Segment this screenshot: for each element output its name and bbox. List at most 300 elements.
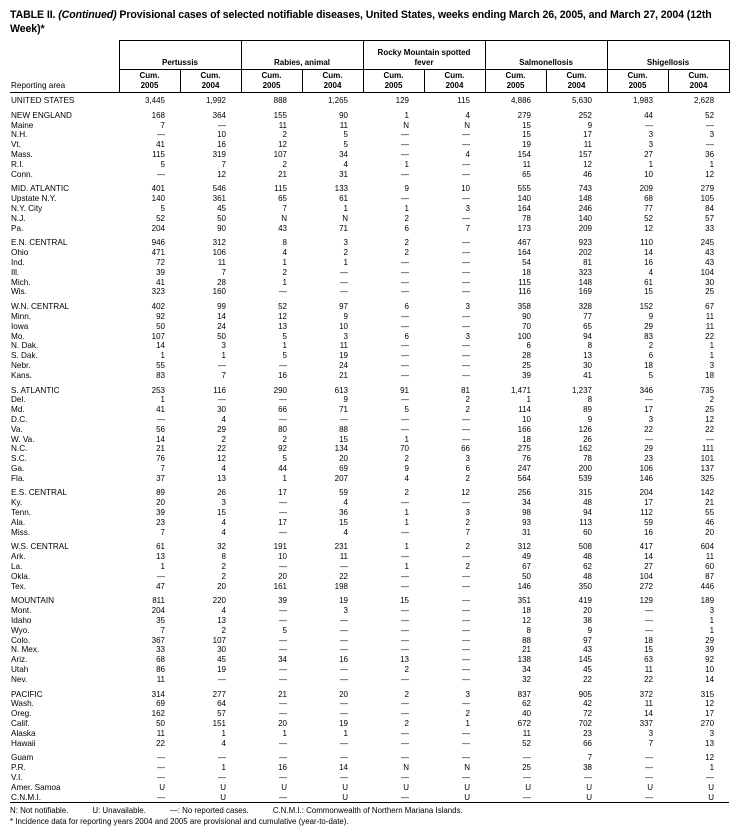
value-cell: 61 — [156, 542, 165, 552]
value-cell: 1,992 — [205, 96, 226, 105]
value-cell: 1 — [282, 277, 287, 287]
value-cell: — — [462, 625, 470, 635]
value-cell: — — [645, 763, 654, 773]
reporting-area-cell: Miss. — [11, 527, 31, 537]
value-cell: 26 — [583, 434, 593, 444]
value-cell: — — [462, 645, 470, 655]
reporting-area-cell: D.C. — [11, 414, 28, 424]
value-cell: 1 — [221, 763, 226, 773]
value-cell: 52 — [644, 213, 654, 223]
table-row — [10, 332, 729, 342]
value-cell: U — [586, 792, 593, 802]
value-cell: 3 — [221, 498, 226, 508]
value-cell: 33 — [705, 223, 715, 233]
value-cell: 13 — [217, 616, 226, 626]
value-cell: — — [462, 311, 470, 321]
value-cell: 107 — [212, 635, 226, 645]
table-row — [10, 351, 729, 361]
value-cell: 9 — [648, 311, 654, 321]
value-cell: 14 — [644, 709, 654, 719]
value-cell: 946 — [151, 238, 165, 248]
value-cell: 34 — [522, 498, 531, 508]
value-cell: — — [462, 498, 470, 508]
value-cell: 22 — [156, 738, 165, 748]
value-cell: 7 — [282, 203, 287, 213]
value-cell: — — [401, 709, 409, 719]
value-cell: 88 — [522, 635, 531, 645]
reporting-area-cell: Okla. — [11, 571, 31, 581]
value-cell: 25 — [705, 287, 715, 297]
value-cell: 22 — [217, 444, 226, 454]
table-row — [10, 719, 729, 729]
table-row — [10, 297, 729, 312]
value-cell: — — [462, 635, 470, 645]
value-cell: 277 — [212, 689, 226, 699]
value-cell: 315 — [700, 689, 715, 699]
value-cell: 14 — [217, 311, 226, 321]
value-cell: 2 — [404, 213, 409, 223]
value-cell: 9 — [404, 184, 409, 194]
reporting-area-cell: Amer. Samoa — [11, 782, 61, 792]
value-cell: 77 — [583, 311, 593, 321]
value-cell: 145 — [578, 655, 593, 665]
value-cell: 351 — [517, 596, 531, 606]
value-cell: 22 — [705, 331, 715, 341]
value-cell: 25 — [705, 405, 715, 415]
value-cell: 11 — [705, 321, 715, 331]
value-cell: 1 — [160, 562, 165, 572]
value-cell: 3 — [465, 331, 470, 341]
table-row — [10, 483, 729, 498]
value-cell: 3 — [221, 341, 226, 351]
value-cell: 39 — [156, 267, 165, 277]
value-cell: 2 — [221, 625, 226, 635]
value-cell: 70 — [522, 321, 531, 331]
cum-year-header: Cum. 2004 — [302, 70, 363, 93]
value-cell: — — [462, 140, 470, 150]
value-cell: 743 — [578, 184, 593, 194]
table-row — [10, 773, 729, 783]
table-row — [10, 150, 729, 160]
value-cell: 275 — [517, 444, 531, 454]
value-cell: 157 — [578, 149, 593, 159]
value-cell: 204 — [151, 606, 165, 616]
value-cell: 4 — [221, 527, 226, 537]
value-cell: 92 — [156, 311, 165, 321]
value-cell: — — [401, 169, 409, 179]
value-cell: 52 — [522, 738, 531, 748]
value-cell: N — [342, 213, 348, 223]
value-cell: — — [401, 360, 409, 370]
value-cell: 1 — [160, 351, 165, 361]
value-cell: 1,237 — [571, 385, 593, 395]
value-cell: 2 — [404, 454, 409, 464]
value-cell: 97 — [583, 635, 593, 645]
value-cell: — — [218, 395, 226, 405]
value-cell: 94 — [583, 331, 593, 341]
value-cell: 87 — [705, 571, 715, 581]
value-cell: U — [708, 792, 715, 802]
value-cell: 8 — [282, 238, 287, 248]
value-cell: 4 — [221, 738, 226, 748]
value-cell: 14 — [644, 248, 654, 258]
value-cell: — — [218, 674, 226, 684]
value-cell: 247 — [517, 463, 531, 473]
value-cell: 1 — [709, 159, 715, 169]
table-title-rest: Provisional cases of selected notifiable diseases, United States, weeks ending March 26, 2005, and March 27, 2004 (12th Week)* — [10, 9, 712, 35]
table-row — [10, 160, 729, 170]
value-cell: 104 — [639, 571, 654, 581]
value-cell: — — [340, 645, 348, 655]
value-cell: 24 — [217, 321, 226, 331]
table-row — [10, 233, 729, 248]
value-cell: 11 — [705, 311, 715, 321]
reporting-area-cell: W.N. CENTRAL — [11, 302, 70, 312]
value-cell: 2 — [465, 709, 470, 719]
value-cell: 1 — [709, 625, 715, 635]
value-cell: 2 — [282, 130, 287, 140]
value-cell: — — [462, 370, 470, 380]
value-cell: 5 — [343, 140, 348, 150]
value-cell: 101 — [700, 454, 715, 464]
value-cell: 84 — [705, 203, 715, 213]
value-cell: — — [401, 130, 409, 140]
value-cell: 64 — [217, 699, 226, 709]
value-cell: 923 — [578, 238, 593, 248]
value-cell: — — [462, 321, 470, 331]
value-cell: 60 — [705, 562, 715, 572]
value-cell: 9 — [587, 414, 593, 424]
value-cell: 107 — [273, 149, 287, 159]
value-cell: — — [462, 606, 470, 616]
table-row — [10, 435, 729, 445]
reporting-area-cell: Iowa — [11, 321, 29, 331]
value-cell: 1,265 — [327, 96, 348, 105]
value-cell: 22 — [644, 424, 654, 434]
value-cell: 1 — [343, 257, 348, 267]
value-cell: — — [462, 738, 470, 748]
column-group-header: Pertussis — [119, 41, 241, 70]
value-cell: — — [279, 498, 287, 508]
value-cell: 2 — [709, 395, 715, 405]
value-cell: 323 — [151, 287, 165, 297]
value-cell: 50 — [156, 321, 165, 331]
value-cell: 86 — [156, 665, 165, 675]
value-cell: 12 — [583, 159, 593, 169]
reporting-area-cell: Calif. — [11, 719, 30, 729]
reporting-area-cell: UNITED STATES — [11, 96, 75, 105]
reporting-area-cell: Ohio — [11, 248, 29, 258]
value-cell: 29 — [217, 424, 226, 434]
value-cell: 39 — [522, 370, 531, 380]
value-cell: 253 — [151, 385, 165, 395]
value-cell: — — [401, 140, 409, 150]
reporting-area-cell: Tex. — [11, 581, 27, 591]
value-cell: 19 — [339, 351, 348, 361]
table-row — [10, 498, 729, 508]
reporting-area-cell: Md. — [11, 405, 25, 415]
value-cell: 71 — [339, 223, 348, 233]
value-cell: 67 — [705, 302, 715, 312]
value-cell: — — [401, 738, 409, 748]
value-cell: — — [462, 674, 470, 684]
value-cell: 17 — [278, 488, 287, 498]
value-cell: U — [586, 782, 593, 792]
reporting-area-header: Reporting area — [10, 41, 119, 93]
value-cell: 61 — [644, 277, 654, 287]
footnote-cnmi: C.N.M.I.: Commonwealth of Northern Mariana Islands. — [272, 806, 463, 816]
value-cell: 564 — [517, 473, 531, 483]
value-cell: — — [645, 120, 654, 130]
value-cell: 41 — [156, 277, 165, 287]
value-cell: 111 — [701, 444, 715, 454]
value-cell: 2 — [282, 434, 287, 444]
value-cell: — — [340, 674, 348, 684]
value-cell: 21 — [522, 645, 531, 655]
value-cell: 3 — [465, 454, 470, 464]
value-cell: — — [401, 341, 409, 351]
value-cell: — — [706, 140, 715, 150]
reporting-area-cell: Minn. — [11, 311, 32, 321]
value-cell: 36 — [339, 508, 348, 518]
reporting-area-cell: R.I. — [11, 159, 24, 169]
table-row — [10, 170, 729, 180]
value-cell: — — [462, 360, 470, 370]
table-row — [10, 464, 729, 474]
value-cell: 90 — [217, 223, 226, 233]
value-cell: — — [645, 773, 654, 782]
value-cell: 129 — [395, 96, 409, 105]
value-cell: 14 — [339, 763, 348, 773]
table-row — [10, 518, 729, 528]
value-cell: 2 — [404, 238, 409, 248]
value-cell: — — [401, 277, 409, 287]
value-cell: 88 — [339, 424, 348, 434]
reporting-area-cell: Guam — [11, 753, 34, 763]
value-cell: 4 — [221, 463, 226, 473]
value-cell: 45 — [217, 203, 226, 213]
value-cell: 3 — [709, 728, 715, 738]
value-cell: 2 — [465, 542, 470, 552]
value-cell: 148 — [578, 277, 593, 287]
value-cell: 6 — [465, 463, 470, 473]
value-cell: 15 — [400, 596, 409, 606]
value-cell: 15 — [339, 434, 348, 444]
value-cell: 446 — [700, 581, 715, 591]
reporting-area-cell: S.C. — [11, 454, 27, 464]
value-cell: 115 — [274, 184, 287, 194]
value-cell: 18 — [705, 370, 715, 380]
value-cell: — — [462, 159, 470, 169]
table-row — [10, 248, 729, 258]
value-cell: 3 — [709, 130, 715, 140]
value-cell: — — [462, 287, 470, 297]
value-cell: 5 — [648, 370, 654, 380]
value-cell: 78 — [583, 454, 593, 464]
value-cell: — — [645, 792, 654, 802]
footnote-n: N: Not notifiable. — [10, 806, 69, 816]
table-row — [10, 572, 729, 582]
value-cell: 11 — [705, 552, 715, 562]
value-cell: 9 — [343, 395, 348, 405]
value-cell: 2 — [282, 267, 287, 277]
value-cell: 13 — [278, 321, 287, 331]
value-cell: 2 — [648, 341, 654, 351]
value-cell: 11 — [339, 341, 348, 351]
value-cell: 2 — [282, 159, 287, 169]
value-cell: 2,628 — [694, 96, 715, 105]
value-cell: 19 — [339, 596, 348, 606]
table-row — [10, 121, 729, 131]
reporting-area-cell: Tenn. — [11, 508, 32, 518]
reporting-area-cell: N. Mex. — [11, 645, 40, 655]
value-cell: 169 — [578, 287, 593, 297]
value-cell: 34 — [522, 665, 531, 675]
table-row — [10, 783, 729, 793]
cum-year-header: Cum. 2004 — [424, 70, 485, 93]
reporting-area-cell: N. Dak. — [11, 341, 39, 351]
value-cell: 7 — [465, 527, 470, 537]
value-cell: — — [645, 395, 654, 405]
reporting-area-cell: Wyo. — [11, 625, 30, 635]
value-cell: 50 — [217, 213, 226, 223]
value-cell: 6 — [526, 341, 531, 351]
value-cell: — — [401, 194, 409, 204]
value-cell: 17 — [278, 517, 287, 527]
value-cell: 613 — [334, 385, 348, 395]
value-cell: 12 — [705, 169, 715, 179]
value-cell: 3 — [465, 508, 470, 518]
value-cell: 12 — [705, 753, 715, 763]
value-cell: 5 — [282, 454, 287, 464]
value-cell: 92 — [278, 444, 287, 454]
value-cell: 89 — [156, 488, 165, 498]
value-cell: — — [279, 414, 287, 424]
value-cell: 17 — [644, 498, 654, 508]
value-cell: — — [401, 773, 409, 782]
footnote-legend — [10, 806, 729, 817]
value-cell: 10 — [278, 552, 287, 562]
value-cell: 59 — [644, 517, 654, 527]
value-cell: 11 — [156, 728, 165, 738]
value-cell: 14 — [705, 674, 715, 684]
value-cell: 36 — [705, 149, 715, 159]
value-cell: 905 — [578, 689, 593, 699]
value-cell: 14 — [644, 552, 654, 562]
table-row — [10, 591, 729, 606]
value-cell: — — [279, 738, 287, 748]
value-cell: 290 — [273, 385, 287, 395]
value-cell: 1 — [709, 351, 715, 361]
value-cell: 129 — [639, 596, 654, 606]
value-cell: 4 — [648, 267, 654, 277]
value-cell: 30 — [217, 405, 226, 415]
value-cell: 70 — [400, 444, 409, 454]
value-cell: 367 — [151, 635, 165, 645]
value-cell: 17 — [583, 130, 593, 140]
table-row — [10, 415, 729, 425]
value-cell: 20 — [278, 719, 287, 729]
value-cell: 604 — [700, 542, 715, 552]
column-group-header: Rabies, animal — [241, 41, 363, 70]
table-row — [10, 685, 729, 700]
value-cell: 20 — [156, 498, 165, 508]
table-row — [10, 793, 729, 803]
value-cell: 20 — [583, 606, 593, 616]
value-cell: 323 — [578, 267, 593, 277]
table-row — [10, 204, 729, 214]
value-cell: 358 — [517, 302, 531, 312]
reporting-area-cell: S. Dak. — [11, 351, 38, 361]
value-cell: 113 — [579, 517, 593, 527]
table-row — [10, 606, 729, 616]
table-row — [10, 665, 729, 675]
value-cell: 12 — [217, 454, 226, 464]
value-cell: 1 — [343, 728, 348, 738]
value-cell: 319 — [212, 149, 226, 159]
value-cell: — — [279, 562, 287, 572]
value-cell: U — [464, 782, 470, 792]
reporting-area-cell: Mo. — [11, 331, 25, 341]
value-cell: 24 — [339, 360, 348, 370]
value-cell: U — [525, 782, 531, 792]
value-cell: 34 — [278, 655, 287, 665]
value-cell: — — [401, 552, 409, 562]
value-cell: 3 — [343, 331, 348, 341]
value-cell: 26 — [217, 488, 226, 498]
value-cell: 62 — [522, 699, 531, 709]
reporting-area-cell: Mont. — [11, 606, 32, 616]
value-cell: 5 — [343, 130, 348, 140]
value-cell: 76 — [156, 454, 165, 464]
value-cell: 2 — [221, 434, 226, 444]
value-cell: — — [401, 370, 409, 380]
value-cell: 12 — [644, 223, 654, 233]
value-cell: 61 — [339, 194, 348, 204]
value-cell: 44 — [644, 110, 654, 120]
value-cell: — — [157, 571, 165, 581]
value-cell: 198 — [334, 581, 348, 591]
value-cell: 1 — [465, 719, 470, 729]
reporting-area-cell: Upstate N.Y. — [11, 194, 57, 204]
value-cell: 3 — [648, 728, 654, 738]
value-cell: 11 — [339, 552, 348, 562]
value-cell: — — [340, 267, 348, 277]
value-cell: 1 — [648, 159, 654, 169]
value-cell: 7 — [587, 753, 593, 763]
value-cell: — — [340, 562, 348, 572]
value-cell: 76 — [522, 454, 531, 464]
value-cell: 12 — [217, 169, 226, 179]
reporting-area-cell: N.Y. City — [11, 203, 43, 213]
table-row — [10, 179, 729, 194]
value-cell: — — [462, 655, 470, 665]
value-cell: 43 — [583, 645, 593, 655]
table-body — [10, 93, 729, 803]
table-row — [10, 405, 729, 415]
value-cell: 32 — [217, 542, 226, 552]
value-cell: 30 — [583, 360, 593, 370]
value-cell: 11 — [522, 728, 531, 738]
value-cell: 2 — [465, 473, 470, 483]
value-cell: N — [281, 213, 287, 223]
value-cell: 23 — [644, 454, 654, 464]
value-cell: 57 — [217, 709, 226, 719]
value-cell: 372 — [639, 689, 654, 699]
value-cell: — — [279, 645, 287, 655]
value-cell: 154 — [517, 149, 531, 159]
table-row — [10, 361, 729, 371]
